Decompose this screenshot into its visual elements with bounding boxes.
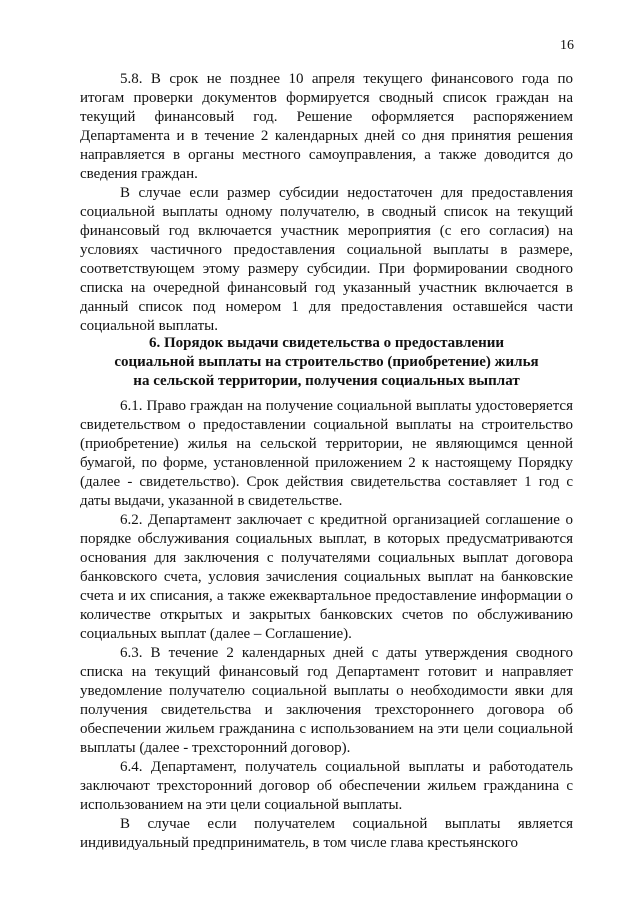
paragraph-6-1: 6.1. Право граждан на получение социальной выплаты удостоверяется свидетельством о предоставлении социальной выплаты на строительство (приобретение) жилья на сельской территории, не являющимся ценной бумагой, по форме, установленной приложением 2 к настоящему Порядку (далее - свидетельство). Срок действия свидетельства составляет 1 год с даты выдачи, указанной в свидетельстве. — [80, 398, 573, 509]
paragraph-6-2: 6.2. Департамент заключает с кредитной организацией соглашение о порядке обслуживания социальных выплат, в которых предусматриваются основания для заключения с получателями социальных выплат договора банковского счета, условия зачисления социальных выплат на банковские счета и их списания, а также ежеквартальное предоставление информации о количестве открытых и закрытых банковских счетов по обслуживанию социальных выплат (далее – Соглашение). — [80, 512, 573, 642]
section-6-heading-block — [80, 334, 573, 391]
section-6-heading — [80, 334, 573, 391]
heading-line-3: на сельской территории, получения социальных выплат — [133, 373, 520, 389]
section-5-8-text — [80, 70, 573, 336]
paragraph-5-8: 5.8. В срок не позднее 10 апреля текущего финансового года по итогам проверки документов формируется сводный список граждан на текущий финансовый год. Решение оформляется распоряжением Департамента и в течение 2 календарных дней со дня принятия решения направляется в органы местного самоуправления, а также доводится до сведения граждан. — [80, 71, 573, 182]
paragraph-6-3: 6.3. В течение 2 календарных дней с даты утверждения сводного списка на текущий финансовый год Департамент готовит и направляет уведомление получателю социальной выплаты о необходимости явки для получения свидетельства и заключения трехстороннего договора об обеспечении жильем гражданина с использованием на эти цели социальной выплаты (далее - трехсторонний договор). — [80, 645, 573, 756]
paragraph-subsidy-insufficient: В случае если размер субсидии недостаточен для предоставления социальной выплаты одному получателю, в сводный список на текущий финансовый год включается участник мероприятия (с его согласия) на условиях частичного предоставления социальной выплаты в размере, соответствующем этому размеру субсидии. При формировании сводного списка на очередной финансовый год указанный участник включается в данный список под номером 1 для предоставления оставшейся части социальной выплаты. — [80, 185, 573, 334]
section-6-text — [80, 397, 573, 853]
heading-line-2: социальной выплаты на строительство (приобретение) жилья — [114, 354, 539, 370]
paragraph-individual-entrepreneur: В случае если получателем социальной выплаты является индивидуальный предприниматель, в том числе глава крестьянского — [80, 816, 573, 851]
paragraph-6-4: 6.4. Департамент, получатель социальной выплаты и работодатель заключают трехсторонний договор об обеспечении жильем гражданина с использованием на эти цели социальной выплаты. — [80, 759, 573, 813]
page-number: 16 — [560, 38, 574, 53]
heading-line-1: 6. Порядок выдачи свидетельства о предоставлении — [148, 335, 505, 351]
